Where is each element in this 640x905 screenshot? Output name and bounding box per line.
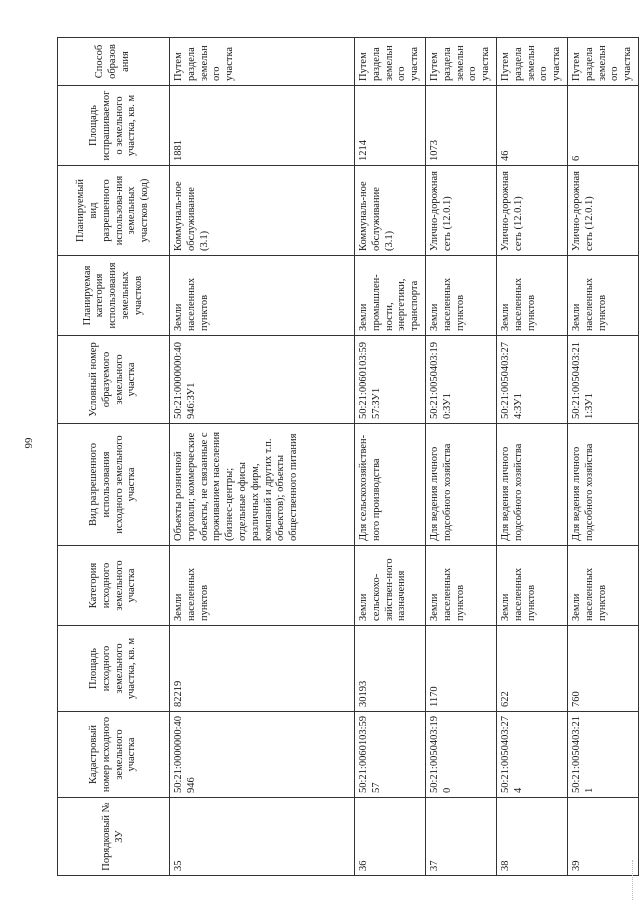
header-requested-area: Площадь испрашиваемого земельного участка, кв. м	[58, 86, 170, 166]
cell-requested-area: 1073	[425, 86, 496, 166]
cell-planned-category: Земли промышлен-ности, энергетики, транспорта	[355, 256, 426, 336]
cell-planned-category: Земли населенных пунктов	[496, 256, 567, 336]
cell-permitted-use: Для сельскохозяйствен-ного производства	[355, 424, 426, 546]
cell-plot-number: 36	[355, 798, 426, 876]
cell-permitted-use: Для ведения личного подсобного хозяйства	[496, 424, 567, 546]
cell-formation-method: Путем раздела земельного участка	[425, 38, 496, 86]
header-cadastral-number: Кадастровый номер исходного земельного участка	[58, 712, 170, 798]
cell-source-category: Земли населенных пунктов	[170, 546, 355, 626]
cell-requested-area: 1214	[355, 86, 426, 166]
header-new-plot-number: Условный номер образуемого земельного участка	[58, 336, 170, 424]
table-row	[355, 38, 426, 876]
cell-new-plot-number: 50:21:0060103:5957:ЗУ1	[355, 336, 426, 424]
cell-formation-method: Путем раздела земельного участка	[170, 38, 355, 86]
cell-permitted-use: Для ведения личного подсобного хозяйства	[567, 424, 638, 546]
cell-source-category: Земли сельскохо-зяйствен-ного назначения	[355, 546, 426, 626]
cell-planned-use: Улично-дорожная сеть (12.0.1)	[496, 166, 567, 256]
cell-formation-method: Путем раздела земельного участка	[355, 38, 426, 86]
cell-cadastral-number: 50:21:0060103:5957	[355, 712, 426, 798]
cell-requested-area: 46	[496, 86, 567, 166]
table-row	[170, 38, 355, 876]
page-number: 66	[22, 437, 34, 449]
header-formation-method: Способ образования	[58, 38, 170, 86]
cell-source-category: Земли населенных пунктов	[425, 546, 496, 626]
cell-new-plot-number: 50:21:0050403:211:ЗУ1	[567, 336, 638, 424]
cell-formation-method: Путем раздела земельного участка	[567, 38, 638, 86]
cell-planned-category: Земли населенных пунктов	[567, 256, 638, 336]
cell-cadastral-number: 50:21:0000000:40946	[170, 712, 355, 798]
cell-source-category: Земли населенных пунктов	[496, 546, 567, 626]
table-header-row	[58, 38, 170, 876]
cell-source-area: 1170	[425, 626, 496, 712]
table-row	[425, 38, 496, 876]
scan-edge-mark	[632, 860, 635, 900]
cell-source-category: Земли населенных пунктов	[567, 546, 638, 626]
table-row	[567, 38, 638, 876]
cell-new-plot-number: 50:21:0050403:274:ЗУ1	[496, 336, 567, 424]
cell-source-area: 760	[567, 626, 638, 712]
cell-planned-category: Земли населенных пунктов	[170, 256, 355, 336]
header-permitted-use: Вид разрешенного использования исходного земельного участка	[58, 424, 170, 546]
cell-new-plot-number: 50:21:0000000:40946:ЗУ1	[170, 336, 355, 424]
header-plot-number: Порядковый № ЗУ	[58, 798, 170, 876]
cell-cadastral-number: 50:21:0050403:274	[496, 712, 567, 798]
cell-planned-use: Коммуналь-ное обслуживание (3.1)	[170, 166, 355, 256]
cell-requested-area: 6	[567, 86, 638, 166]
cell-plot-number: 39	[567, 798, 638, 876]
cell-permitted-use: Объекты розничной торговли; коммерческие объекты, не связанные с проживанием населения (бизнес-центры; отдельные офисы различных фирм, компаний и других т.п. объектов); объекты общественного питания	[170, 424, 355, 546]
cell-plot-number: 37	[425, 798, 496, 876]
cell-cadastral-number: 50:21:0050403:211	[567, 712, 638, 798]
cell-planned-category: Земли населенных пунктов	[425, 256, 496, 336]
cell-source-area: 30193	[355, 626, 426, 712]
cell-planned-use: Коммуналь-ное обслуживание (3.1)	[355, 166, 426, 256]
rotated-page-content	[57, 38, 634, 876]
cell-planned-use: Улично-дорожная сеть (12.0.1)	[425, 166, 496, 256]
cell-plot-number: 35	[170, 798, 355, 876]
cell-source-area: 622	[496, 626, 567, 712]
cell-cadastral-number: 50:21:0050403:190	[425, 712, 496, 798]
header-planned-use: Планируемый вид разрешенного использова-ния земельных участков (код)	[58, 166, 170, 256]
header-planned-category: Планируемая категория использования земельных участков	[58, 256, 170, 336]
cell-requested-area: 1881	[170, 86, 355, 166]
table-row	[496, 38, 567, 876]
cell-plot-number: 38	[496, 798, 567, 876]
cell-permitted-use: Для ведения личного подсобного хозяйства	[425, 424, 496, 546]
cell-planned-use: Улично-дорожная сеть (12.0.1)	[567, 166, 638, 256]
header-source-category: Категория исходного земельного участка	[58, 546, 170, 626]
header-source-area: Площадь исходного земельного участка, кв. м	[58, 626, 170, 712]
land-plots-table	[57, 37, 639, 876]
cell-new-plot-number: 50:21:0050403:190:ЗУ1	[425, 336, 496, 424]
cell-source-area: 82219	[170, 626, 355, 712]
cell-formation-method: Путем раздела земельного участка	[496, 38, 567, 86]
